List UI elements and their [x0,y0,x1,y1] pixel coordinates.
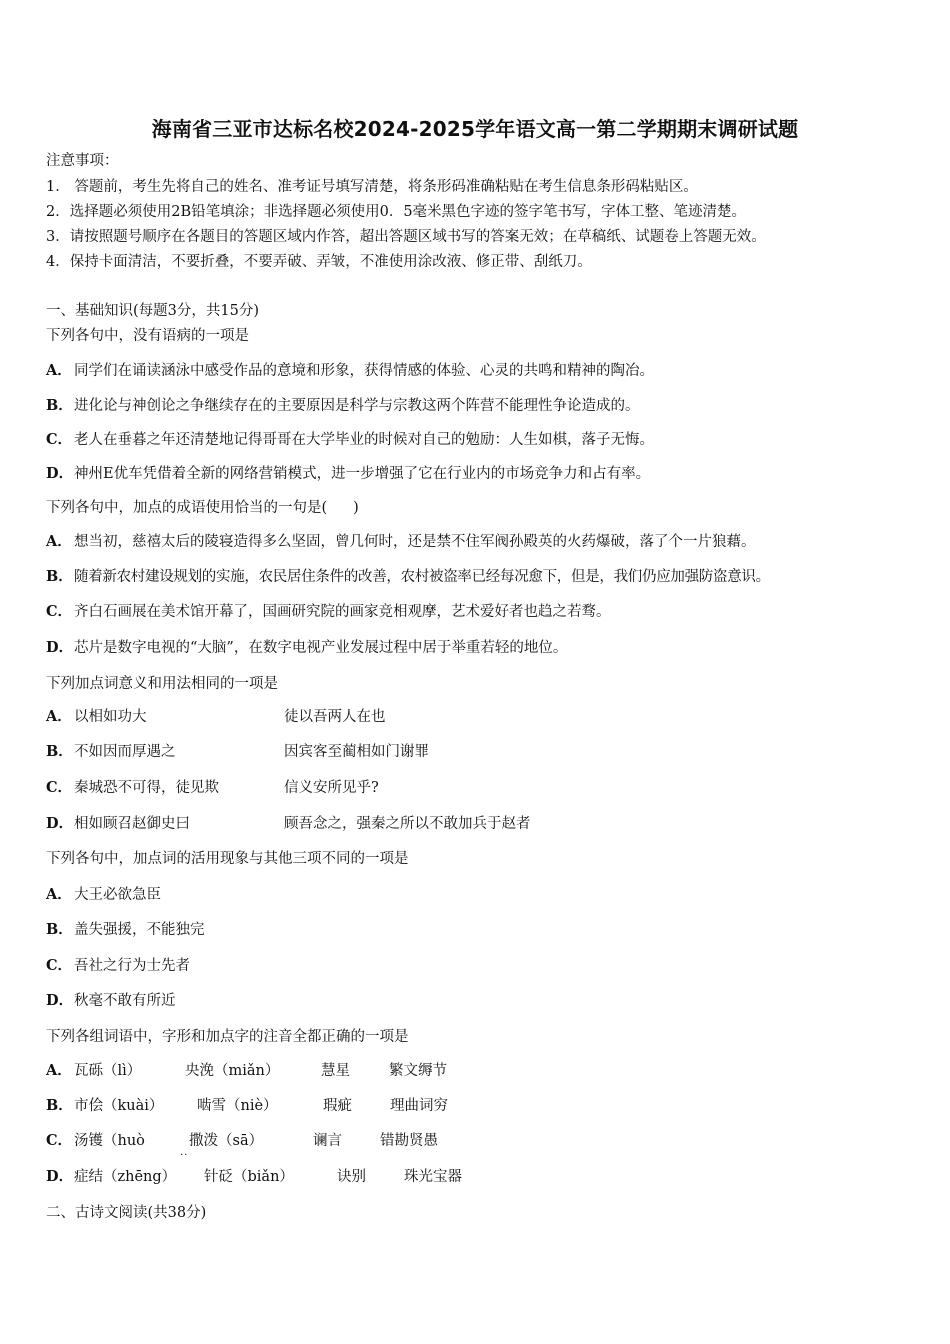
option-letter: A． [46,708,72,725]
option-text: 大王必欲急臣 [74,887,161,903]
option-a [46,707,147,727]
option-word-2: 针砭（biǎn） [204,1169,294,1185]
notice-item: 2．选择题必须使用2B铅笔填涂；非选择题必须使用0．5毫米黑色字迹的签字笔书写，字体工整、笔迹清楚。 [46,204,747,220]
option-word-2: 央浼（miǎn） [185,1063,280,1079]
option-word-4: 珠光宝器 [404,1169,462,1185]
option-letter: D． [46,1168,74,1185]
section-heading: 二、古诗文阅读(共38分) [46,1205,207,1221]
option-letter: A． [46,362,72,379]
option-b [46,742,176,762]
option-b [46,1096,163,1116]
emphasis-dots: .. [180,1147,189,1158]
option-text: 齐白石画展在美术馆开幕了，国画研究院的画家竞相观摩，艺术爱好者也趋之若骛。 [74,604,611,620]
option-right: 因宾客至蔺相如门谢罪 [284,744,429,760]
option-text: 秋毫不敢有所近 [74,993,176,1009]
option-left: 以相如功大 [74,709,147,725]
option-letter: B． [46,1097,73,1114]
option-letter: A． [46,1062,72,1079]
option-d [46,464,650,484]
option-letter: C． [46,431,73,448]
option-left: 相如顾召赵御史曰 [74,816,190,832]
option-letter: C． [46,957,73,974]
option-letter: C． [46,603,73,620]
notice-item: 3．请按照题号顺序在各题目的答题区域内作答，超出答题区域书写的答案无效；在草稿纸、试题卷上答题无效。 [46,229,766,245]
option-c [46,778,219,798]
option-text: 进化论与神创论之争继续存在的主要原因是科学与宗教这两个阵营不能理性争论造成的。 [74,398,640,414]
notice-item: 4．保持卡面清洁，不要折叠，不要弄破、弄皱，不准使用涂改液、修正带、刮纸刀。 [46,254,592,270]
option-d [46,991,176,1011]
option-word-2: 啮雪（niè） [197,1098,278,1114]
option-word-3: 诀别 [337,1169,366,1185]
option-letter: D． [46,815,74,832]
option-c [46,602,611,622]
option-d [46,638,567,658]
option-text: 想当初，慈禧太后的陵寝造得多么坚固，曾几何时，还是禁不住军阀孙殿英的火药爆破，落了个一片狼藉。 [74,534,756,550]
option-letter: A． [46,533,72,550]
option-word-1: 汤镬（huò [74,1133,145,1149]
option-b [46,567,770,587]
option-b [46,396,640,416]
stem-close: ) [353,500,359,516]
option-b [46,920,205,940]
option-letter: A． [46,886,72,903]
notice-heading: 注意事项： [46,153,119,169]
notice-item: 1． 答题前，考生先将自己的姓名、准考证号填写清楚，将条形码准确粘贴在考生信息条形码粘贴区。 [46,179,698,195]
option-letter: C． [46,1132,73,1149]
option-text: 芯片是数字电视的“大脑”，在数字电视产业发展过程中居于举重若轻的地位。 [74,640,568,656]
option-word-4: 理曲词穷 [390,1098,448,1114]
option-letter: D． [46,639,74,656]
option-d [46,814,190,834]
option-left: 不如因而厚遇之 [74,744,176,760]
option-text: 同学们在诵读涵泳中感受作品的意境和形象，获得情感的体验、心灵的共鸣和精神的陶冶。 [74,363,654,379]
option-c [46,430,654,450]
option-a [46,885,161,905]
option-a [46,361,654,381]
option-letter: B． [46,921,73,938]
option-left: 秦城恐不可得，徒见欺 [74,780,219,796]
option-text: 盖失强援，不能独完 [74,922,205,938]
option-letter: D． [46,992,74,1009]
option-letter: B． [46,743,73,760]
option-word-1: 瓦砾（lì） [74,1063,142,1079]
question-stem: 下列加点词意义和用法相同的一项是 [46,676,278,692]
option-a [46,532,756,552]
option-right: 顾吾念之，强秦之所以不敢加兵于赵者 [284,816,531,832]
option-right: 信义安所见乎? [284,780,379,796]
stem-text: 下列各句中，加点的成语使用恰当的一句是( [46,500,328,516]
question-stem: 下列各句中，加点词的活用现象与其他三项不同的一项是 [46,851,409,867]
option-word-3: 谰言 [313,1133,342,1149]
option-text: 随着新农村建设规划的实施，农民居住条件的改善，农村被盗率已经每况愈下，但是，我们仍应加强防盗意识。 [74,569,770,585]
option-letter: B． [46,568,73,585]
question-stem: 下列各句中，没有语病的一项是 [46,328,249,344]
option-letter: C． [46,779,73,796]
option-word-3: 瑕疵 [323,1098,352,1114]
option-word-2: 撒泼（sā） [189,1133,264,1149]
option-text: 神州E优车凭借着全新的网络营销模式，进一步增强了它在行业内的市场竞争力和占有率。 [74,466,651,482]
option-letter: B． [46,397,73,414]
option-word-4: 错勘贤愚 [380,1133,438,1149]
section-heading: 一、基础知识(每题3分，共15分) [46,303,259,319]
option-word-3: 慧星 [321,1063,350,1079]
option-text: 吾社之行为士先者 [74,958,190,974]
option-word-1: 症结（zhēng） [74,1169,177,1185]
exam-title: 海南省三亚市达标名校2024-2025学年语文高一第二学期期末调研试题 [151,117,799,141]
option-right: 徒以吾两人在也 [284,709,386,725]
option-c [46,1131,145,1151]
question-stem: 下列各组词语中，字形和加点字的注音全都正确的一项是 [46,1029,409,1045]
question-stem [46,498,359,518]
option-text: 老人在垂暮之年还清楚地记得哥哥在大学毕业的时候对自己的勉励：人生如棋，落子无悔。 [74,432,654,448]
option-letter: D． [46,465,74,482]
option-d [46,1167,176,1187]
option-word-4: 繁文缛节 [389,1063,447,1079]
option-c [46,956,190,976]
option-word-1: 市侩（kuài） [74,1098,164,1114]
option-a [46,1061,141,1081]
